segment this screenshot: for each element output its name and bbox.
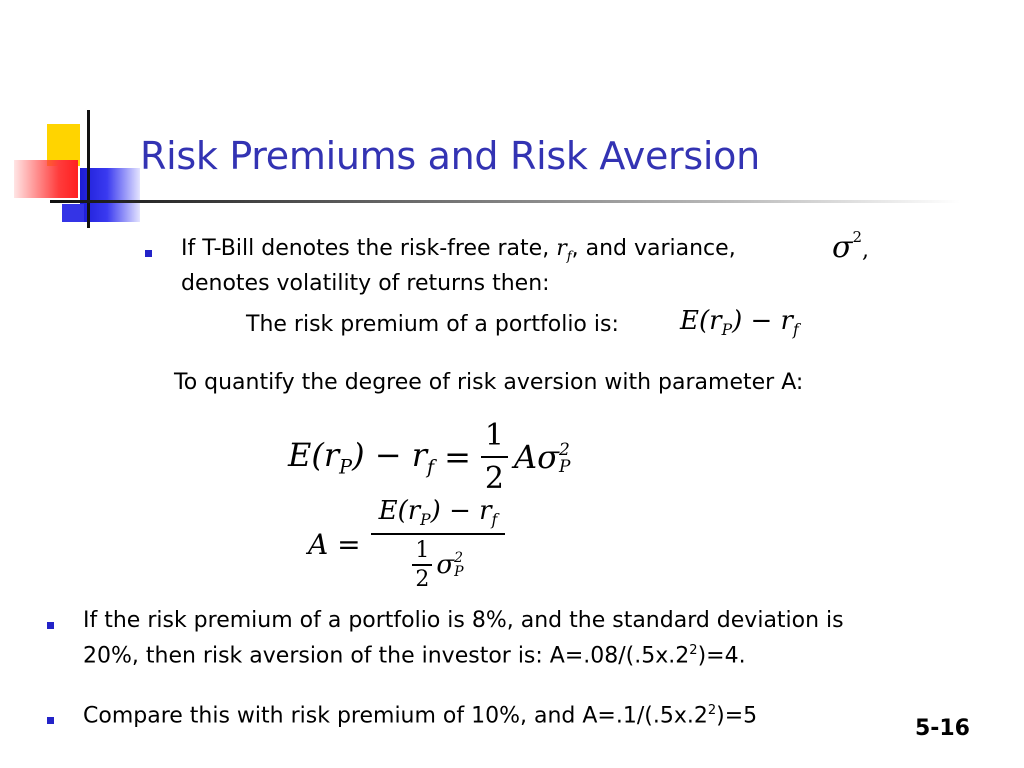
bullet-marker — [145, 250, 152, 257]
equation-risk-premium: $E(r_P) - r_f$ = $\frac{1}{2}$ Aσ 2 P — [288, 418, 571, 496]
title-underline — [50, 200, 960, 203]
bullet2-line1: If the risk premium of a portfolio is 8%, and the standard deviation is — [83, 608, 844, 633]
bullet-marker — [47, 717, 54, 724]
bullet1-text-a: If T-Bill denotes the risk-free rate, — [181, 236, 557, 261]
bullet2-line2: 20%, then risk aversion of the investor is: $A=.08/(.5x.2^2)=4$. — [83, 643, 746, 669]
risk-premium-formula: $E(r_P) - r_f$ — [680, 306, 799, 340]
equation-risk-aversion: A = $E(r_P) - r_f$ $\frac{1}{2}$ σ 2 P — [308, 496, 505, 592]
logo-red-square — [14, 160, 78, 198]
sigma-squared: $\sigma^2$, — [832, 228, 870, 265]
risk-premium-label: The risk premium of a portfolio is: — [246, 312, 619, 337]
bullet1-line1 — [181, 236, 736, 264]
bullet3-text: Compare this with risk premium of 10%, and $A=.1/(.5x.2^2)=5$ — [83, 703, 758, 729]
bullet1-line2: denotes volatility of returns then: — [181, 271, 550, 296]
bullet1-text-b: , and variance, — [571, 236, 736, 261]
rf-symbol: $r_f$ — [556, 236, 572, 265]
logo-vertical-line — [87, 110, 90, 228]
slide-number: 5-16 — [914, 716, 970, 741]
bullet-marker — [47, 622, 54, 629]
quantify-label: To quantify the degree of risk aversion with parameter A: — [174, 370, 804, 395]
logo-blue-small-square — [62, 204, 84, 222]
slide-title: Risk Premiums and Risk Aversion — [140, 134, 760, 178]
